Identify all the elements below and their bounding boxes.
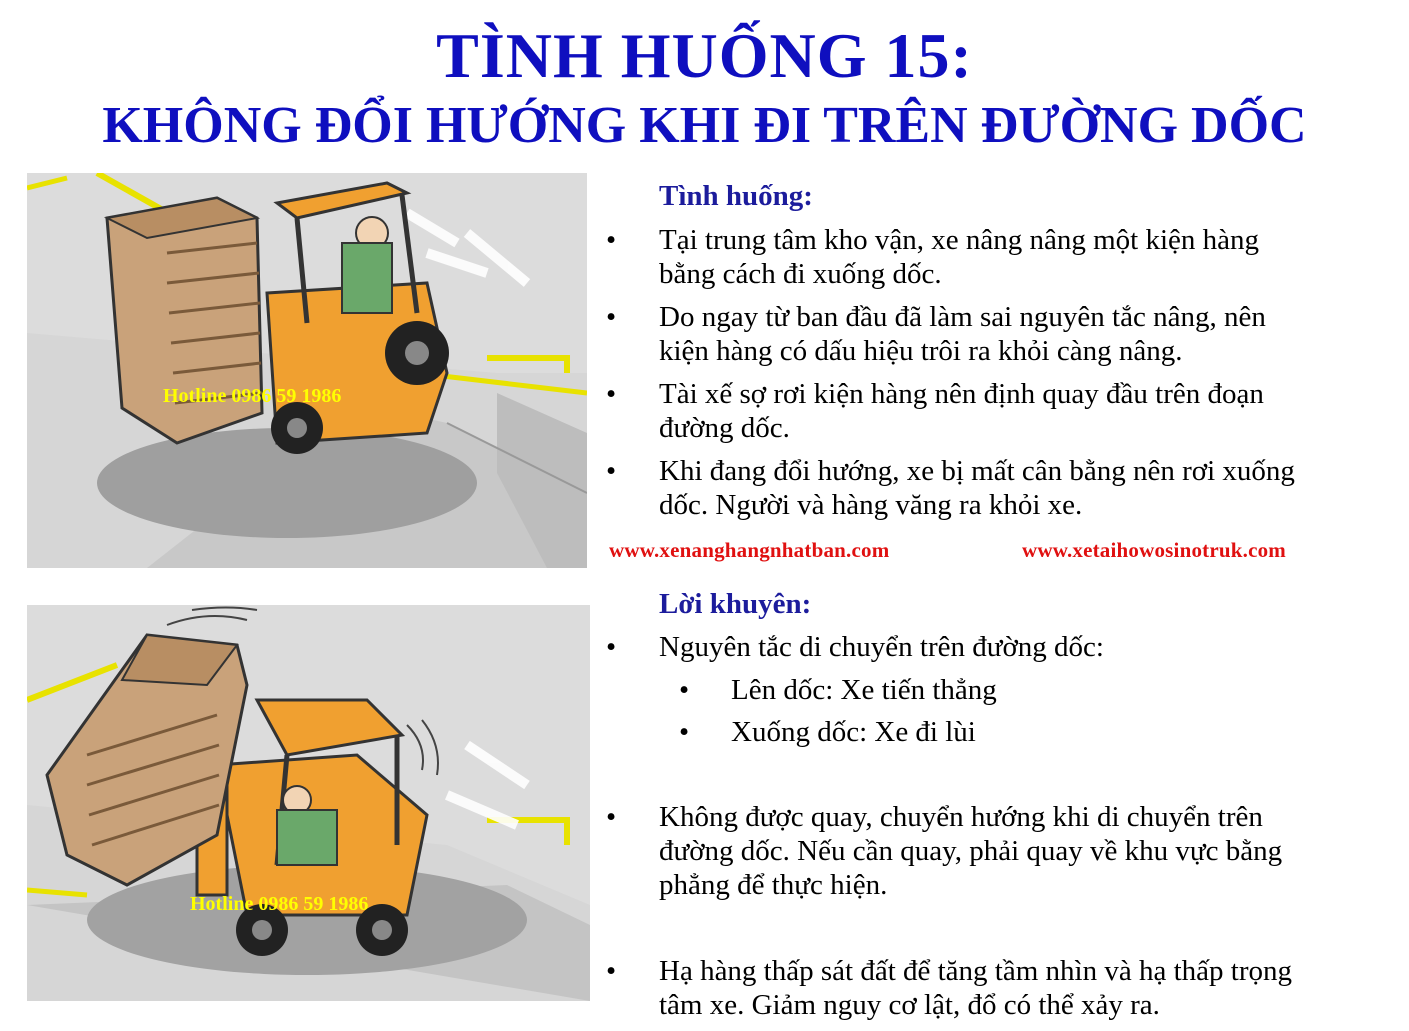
advice-heading: Lời khuyên:	[659, 588, 812, 620]
bullet-icon: •	[606, 224, 617, 256]
bullet-icon: •	[606, 801, 617, 833]
page-subtitle: KHÔNG ĐỔI HƯỚNG KHI ĐI TRÊN ĐƯỜNG DỐC	[102, 97, 1307, 154]
situation-item-3: Tài xế sợ rơi kiện hàng nên định quay đầu trên đoạn đường dốc.	[659, 378, 1264, 444]
hotline-watermark-top: Hotline 0986 59 1986	[163, 385, 342, 407]
website-link-right[interactable]: www.xetaihowosinotruk.com	[1022, 538, 1287, 562]
bullet-icon: •	[606, 455, 617, 487]
advice-sub-item-1: Lên dốc: Xe tiến thẳng	[731, 674, 997, 706]
advice-item-2: Không được quay, chuyển hướng khi di chuyển trên đường dốc. Nếu cần quay, phải quay về khu vực bằng phẳng để thực hiện.	[659, 801, 1283, 901]
situation-heading: Tình huống:	[659, 180, 813, 212]
situation-item-1: Tại trung tâm kho vận, xe nâng nâng một kiện hàng bằng cách đi xuống dốc.	[659, 224, 1259, 290]
bullet-icon: •	[606, 301, 617, 333]
situation-item-2: Do ngay từ ban đầu đã làm sai nguyên tắc nâng, nên kiện hàng có dấu hiệu trôi ra khỏi càng nâng.	[659, 301, 1266, 367]
forklift-tipping-over-illustration	[27, 605, 590, 1001]
bullet-icon: •	[679, 674, 690, 706]
page-title: TÌNH HUỐNG 15:	[436, 20, 973, 91]
advice-item-3: Hạ hàng thấp sát đất để tăng tầm nhìn và hạ thấp trọng tâm xe. Giảm nguy cơ lật, đổ có thể xảy ra.	[659, 955, 1292, 1021]
bullet-icon: •	[606, 631, 617, 663]
bullet-icon: •	[606, 378, 617, 410]
forklift-descending-slope-illustration	[27, 173, 587, 568]
bullet-icon: •	[679, 716, 690, 748]
advice-rule: Nguyên tắc di chuyển trên đường dốc:	[659, 631, 1104, 663]
hotline-watermark-bottom: Hotline 0986 59 1986	[190, 893, 369, 915]
situation-item-4: Khi đang đổi hướng, xe bị mất cân bằng nên rơi xuống dốc. Người và hàng văng ra khỏi xe.	[659, 455, 1295, 521]
advice-sub-item-2: Xuống dốc: Xe đi lùi	[731, 716, 976, 748]
website-link-left[interactable]: www.xenanghangnhatban.com	[609, 538, 890, 562]
bullet-icon: •	[606, 955, 617, 987]
